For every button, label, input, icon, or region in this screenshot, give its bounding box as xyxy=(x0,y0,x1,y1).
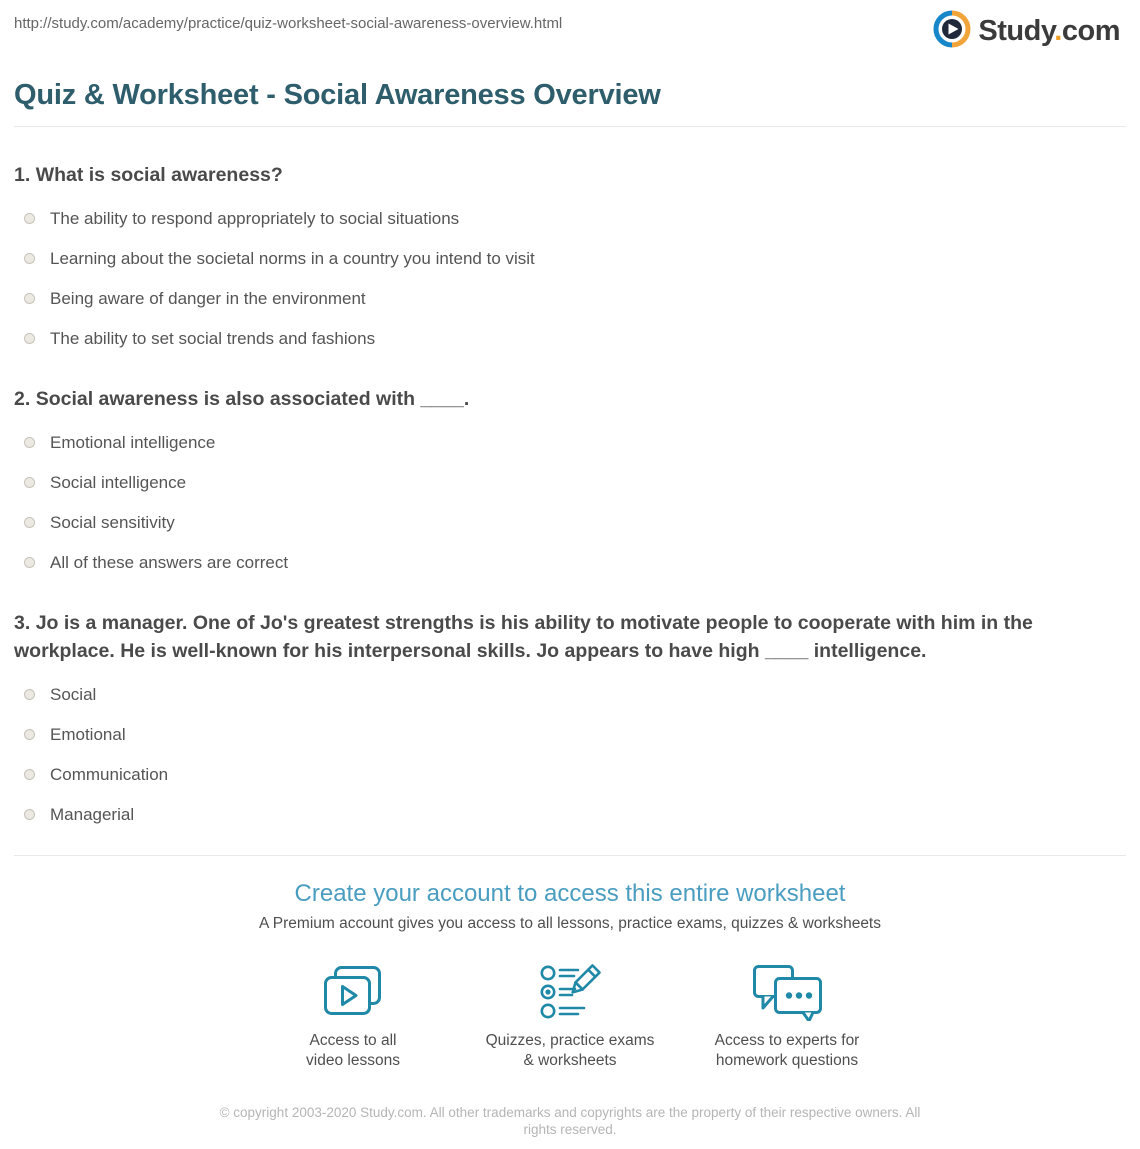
logo-text: Study.com xyxy=(978,15,1120,47)
radio-button[interactable] xyxy=(24,689,35,700)
option-label[interactable]: Emotional intelligence xyxy=(50,433,216,452)
radio-button[interactable] xyxy=(24,333,35,344)
question-2-option-3[interactable] xyxy=(14,512,1126,533)
create-account-link[interactable]: Create your account to access this entire worksheet xyxy=(294,880,846,907)
feature-label: Quizzes, practice exams & worksheets xyxy=(485,1032,655,1069)
option-label[interactable]: Managerial xyxy=(50,805,135,824)
question-2-option-2[interactable] xyxy=(14,472,1126,493)
radio-button[interactable] xyxy=(24,809,35,820)
page-title: Quiz & Worksheet - Social Awareness Overview xyxy=(14,79,661,111)
radio-button[interactable] xyxy=(24,437,35,448)
question-3 xyxy=(14,609,1126,825)
option-label[interactable]: The ability to respond appropriately to social situations xyxy=(50,209,460,228)
question-3-option-1[interactable] xyxy=(14,684,1126,705)
option-label[interactable]: Social intelligence xyxy=(50,473,187,492)
question-2-heading: 2. Social awareness is also associated with ____. xyxy=(14,388,470,410)
question-2-option-1[interactable] xyxy=(14,432,1126,453)
page-footer xyxy=(14,1104,1126,1138)
question-2 xyxy=(14,385,1126,573)
quizzes-worksheets-icon xyxy=(538,963,602,1021)
radio-button[interactable] xyxy=(24,769,35,780)
feature-label: Access to all video lessons xyxy=(306,1032,400,1069)
question-1-option-3[interactable] xyxy=(14,288,1126,309)
play-circle-logo-icon xyxy=(933,10,971,53)
title-divider xyxy=(14,126,1126,127)
studycom-logo[interactable] xyxy=(933,10,1120,53)
radio-button[interactable] xyxy=(24,253,35,264)
option-label[interactable]: Learning about the societal norms in a country you intend to visit xyxy=(50,249,535,268)
radio-button[interactable] xyxy=(24,517,35,528)
radio-button[interactable] xyxy=(24,293,35,304)
signup-section xyxy=(14,880,1126,1138)
radio-button[interactable] xyxy=(24,477,35,488)
radio-button[interactable] xyxy=(24,557,35,568)
option-label[interactable]: Communication xyxy=(50,765,169,784)
option-label[interactable]: All of these answers are correct xyxy=(50,553,289,572)
signup-divider xyxy=(14,855,1126,856)
option-label[interactable]: Emotional xyxy=(50,725,126,744)
question-1-option-2[interactable] xyxy=(14,248,1126,269)
option-label[interactable]: Social sensitivity xyxy=(50,513,175,532)
radio-button[interactable] xyxy=(24,729,35,740)
feature-video-lessons xyxy=(245,963,462,1071)
page-url: http://study.com/academy/practice/quiz-worksheet-social-awareness-overview.html xyxy=(14,15,563,32)
question-3-heading: 3. Jo is a manager. One of Jo's greatest strengths is his ability to motivate people to cooperate with him in the workplace. He is well-known for his interpersonal skills. Jo appears to have high ____ intelligence. xyxy=(14,612,1033,662)
premium-subheading: A Premium account gives you access to all lessons, practice exams, quizzes & worksheets xyxy=(259,915,881,932)
option-label[interactable]: Social xyxy=(50,685,97,704)
question-1-option-1[interactable] xyxy=(14,208,1126,229)
radio-button[interactable] xyxy=(24,213,35,224)
question-2-option-4[interactable] xyxy=(14,552,1126,573)
question-1-heading: 1. What is social awareness? xyxy=(14,164,283,186)
video-lessons-icon xyxy=(322,963,384,1021)
question-1 xyxy=(14,161,1126,349)
feature-homework-experts xyxy=(679,963,896,1071)
page-header xyxy=(0,0,1140,53)
features-row xyxy=(14,963,1126,1071)
question-3-option-3[interactable] xyxy=(14,764,1126,785)
question-3-option-2[interactable] xyxy=(14,724,1126,745)
question-3-option-4[interactable] xyxy=(14,804,1126,825)
copyright-text: © copyright 2003-2020 Study.com. All other trademarks and copyrights are the property of their respective owners. All rights reserved. xyxy=(219,1105,921,1137)
chat-experts-icon xyxy=(751,963,823,1021)
option-label[interactable]: Being aware of danger in the environment xyxy=(50,289,366,308)
feature-label: Access to experts for homework questions xyxy=(714,1032,860,1069)
feature-quizzes-worksheets xyxy=(462,963,679,1071)
option-label[interactable]: The ability to set social trends and fashions xyxy=(50,329,376,348)
question-1-option-4[interactable] xyxy=(14,328,1126,349)
